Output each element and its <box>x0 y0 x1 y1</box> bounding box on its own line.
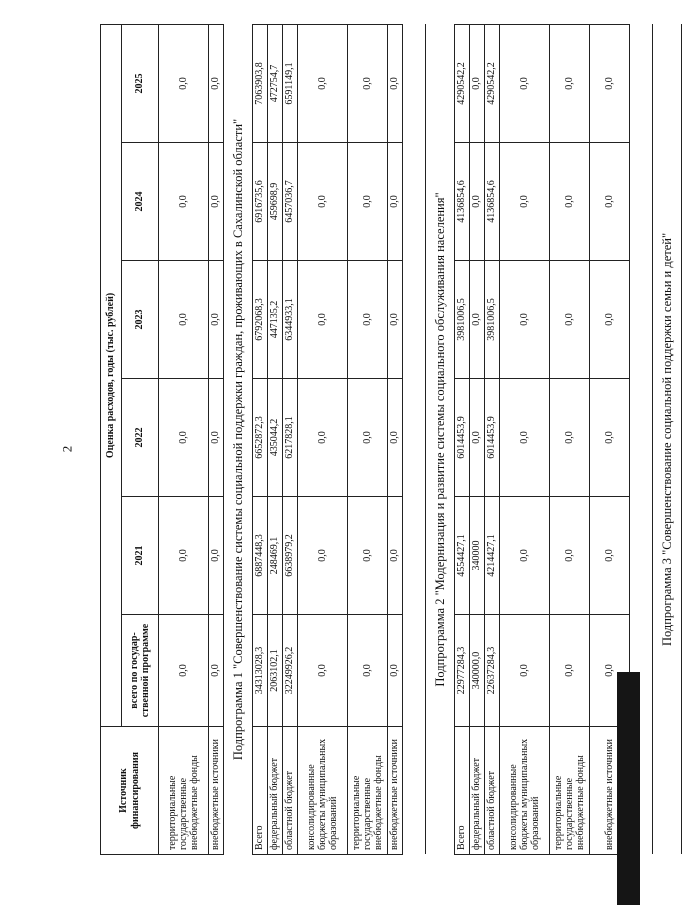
header-year: 2025 <box>122 24 159 142</box>
value-cell: 0,0 <box>550 24 590 142</box>
value-cell: 0,0 <box>298 497 348 615</box>
value-cell: 435044,2 <box>268 379 283 497</box>
value-cell: 4214427,1 <box>485 497 500 615</box>
value-cell: 0,0 <box>590 379 630 497</box>
value-cell: 6887448,3 <box>253 497 268 615</box>
value-cell: 0,0 <box>348 143 388 261</box>
value-cell: 6344933,1 <box>283 261 298 379</box>
value-cell: 0,0 <box>470 143 485 261</box>
source-cell: консолидированные бюджеты муниципальных образований <box>298 727 348 855</box>
value-cell: 0,0 <box>550 143 590 261</box>
value-cell: 4554427,1 <box>455 497 470 615</box>
subprogram-title-row <box>426 24 455 854</box>
spacer-row <box>403 24 426 854</box>
table-row <box>209 24 224 854</box>
page-number: 2 <box>59 445 75 453</box>
source-cell: внебюджетные источники <box>590 727 630 855</box>
value-cell: 0,0 <box>388 24 403 142</box>
value-cell: 0,0 <box>209 497 224 615</box>
table-row <box>283 24 298 854</box>
value-cell: 0,0 <box>388 379 403 497</box>
value-cell: 0,0 <box>590 143 630 261</box>
value-cell: 3981006,5 <box>485 261 500 379</box>
value-cell: 0,0 <box>550 497 590 615</box>
value-cell: 6591149,1 <box>283 24 298 142</box>
header-year: 2023 <box>122 261 159 379</box>
value-cell: 0,0 <box>209 24 224 142</box>
value-cell: 0,0 <box>159 615 209 727</box>
value-cell: 0,0 <box>298 24 348 142</box>
value-cell: 0,0 <box>550 379 590 497</box>
table-row <box>388 24 403 854</box>
source-cell: внебюджетные источники <box>388 727 403 855</box>
table-row <box>470 24 485 854</box>
subprogram-3-title: Подпрограмма 3 "Совершенствование социальной поддержки семьи и детей" <box>653 24 682 854</box>
value-cell: 340000 <box>470 497 485 615</box>
value-cell: 0,0 <box>159 261 209 379</box>
value-cell: 0,0 <box>298 379 348 497</box>
value-cell: 6014453,9 <box>485 379 500 497</box>
source-cell: Всего <box>455 727 470 855</box>
value-cell: 0,0 <box>388 261 403 379</box>
value-cell: 6217828,1 <box>283 379 298 497</box>
source-cell: консолидированные бюджеты муниципальных образований <box>500 727 550 855</box>
value-cell: 6457036,7 <box>283 143 298 261</box>
value-cell: 0,0 <box>388 143 403 261</box>
value-cell: 0,0 <box>209 379 224 497</box>
value-cell: 0,0 <box>388 615 403 727</box>
value-cell: 34313028,3 <box>253 615 268 727</box>
value-cell: 6014453,9 <box>455 379 470 497</box>
value-cell: 0,0 <box>159 24 209 142</box>
table-row <box>298 24 348 854</box>
value-cell: 32249926,2 <box>283 615 298 727</box>
source-cell: внебюджетные источники <box>209 727 224 855</box>
value-cell: 0,0 <box>500 379 550 497</box>
spacer-cell <box>403 24 426 854</box>
value-cell: 0,0 <box>590 24 630 142</box>
value-cell: 4290542,2 <box>485 24 500 142</box>
table-row <box>485 24 500 854</box>
table-row <box>348 24 388 854</box>
value-cell: 3981006,5 <box>455 261 470 379</box>
value-cell: 0,0 <box>590 615 630 727</box>
rotated-page-content <box>100 25 674 855</box>
source-cell: областной бюджет <box>283 727 298 855</box>
subprogram-title-row <box>653 24 682 854</box>
value-cell: 0,0 <box>159 379 209 497</box>
value-cell: 4136854,6 <box>485 143 500 261</box>
source-cell: территориальные государственные внебюджетные фонды <box>348 727 388 855</box>
value-cell: 22977284,3 <box>455 615 470 727</box>
value-cell: 0,0 <box>159 143 209 261</box>
source-cell: федеральный бюджет <box>268 727 283 855</box>
value-cell: 0,0 <box>590 497 630 615</box>
value-cell: 6638979,2 <box>283 497 298 615</box>
header-year: 2022 <box>122 379 159 497</box>
table-row <box>253 24 268 854</box>
value-cell: 0,0 <box>348 24 388 142</box>
value-cell: 0,0 <box>470 24 485 142</box>
value-cell: 6792068,3 <box>253 261 268 379</box>
table-row <box>550 24 590 854</box>
value-cell: 0,0 <box>298 615 348 727</box>
value-cell: 7063903,8 <box>253 24 268 142</box>
subprogram-title-row <box>224 24 253 854</box>
value-cell: 6916735,6 <box>253 143 268 261</box>
scan-edge-shadow <box>617 672 640 905</box>
value-cell: 248469,1 <box>268 497 283 615</box>
value-cell: 0,0 <box>470 379 485 497</box>
value-cell: 0,0 <box>348 379 388 497</box>
value-cell: 340000,0 <box>470 615 485 727</box>
table-row <box>455 24 470 854</box>
header-year: 2024 <box>122 143 159 261</box>
source-cell: территориальные государственные внебюджетные фонды <box>550 727 590 855</box>
table-row <box>500 24 550 854</box>
value-cell: 0,0 <box>298 143 348 261</box>
subprogram-2-title: Подпрограмма 2 "Модернизация и развитие системы социального обслуживания населения" <box>426 24 455 854</box>
value-cell: 0,0 <box>348 497 388 615</box>
value-cell: 22637284,3 <box>485 615 500 727</box>
value-cell: 0,0 <box>550 261 590 379</box>
value-cell: 0,0 <box>298 261 348 379</box>
value-cell: 0,0 <box>209 143 224 261</box>
value-cell: 0,0 <box>209 261 224 379</box>
value-cell: 4290542,2 <box>455 24 470 142</box>
value-cell: 459698,9 <box>268 143 283 261</box>
table-row <box>159 24 209 854</box>
source-cell: территориальные государственные внебюджетные фонды <box>159 727 209 855</box>
value-cell: 0,0 <box>348 261 388 379</box>
value-cell: 4136854,6 <box>455 143 470 261</box>
value-cell: 6652872,3 <box>253 379 268 497</box>
value-cell: 0,0 <box>470 261 485 379</box>
value-cell: 2063102,1 <box>268 615 283 727</box>
value-cell: 0,0 <box>209 615 224 727</box>
source-cell: федеральный бюджет <box>470 727 485 855</box>
source-cell: Всего <box>253 727 268 855</box>
financing-table <box>100 24 682 855</box>
header-source: Источник финансирования <box>101 727 159 855</box>
value-cell: 0,0 <box>500 497 550 615</box>
value-cell: 0,0 <box>550 615 590 727</box>
value-cell: 447135,2 <box>268 261 283 379</box>
value-cell: 0,0 <box>500 615 550 727</box>
value-cell: 0,0 <box>348 615 388 727</box>
value-cell: 472754,7 <box>268 24 283 142</box>
header-estimate-group: Оценка расходов, годы (тыс. рублей) <box>101 24 122 726</box>
value-cell: 0,0 <box>388 497 403 615</box>
value-cell: 0,0 <box>500 143 550 261</box>
value-cell: 0,0 <box>590 261 630 379</box>
value-cell: 0,0 <box>159 497 209 615</box>
value-cell: 0,0 <box>500 261 550 379</box>
value-cell: 0,0 <box>500 24 550 142</box>
header-year: 2021 <box>122 497 159 615</box>
subprogram-1-title: Подпрограмма 1 "Совершенствование системы социальной поддержки граждан, проживающих в Сахалинской области" <box>224 24 253 854</box>
table-row <box>268 24 283 854</box>
source-cell: областной бюджет <box>485 727 500 855</box>
header-total: всего по государ-ственной программе <box>122 615 159 727</box>
